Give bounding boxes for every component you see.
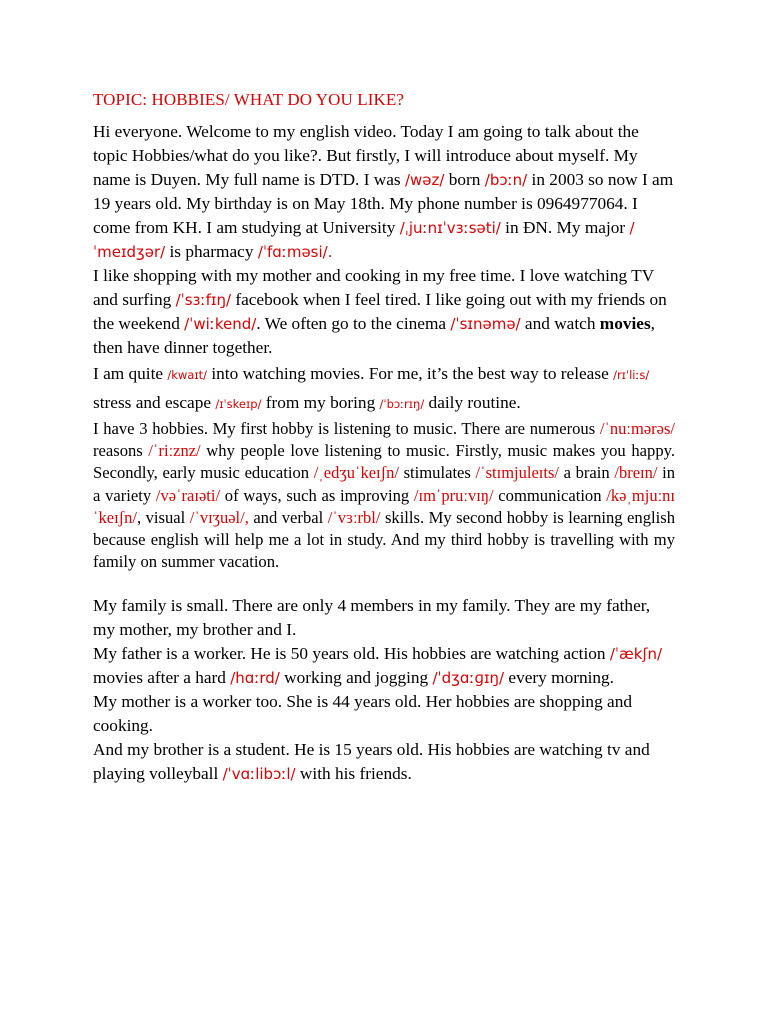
ipa-surfing: /ˈsɜːfɪŋ/ (175, 291, 231, 309)
hobbies-text-8: communication (493, 485, 607, 505)
family-text-1: My family is small. There are only 4 members in my family. They are my father, my mother, my brother and I. (93, 596, 651, 640)
ipa-quite: /kwaɪt/ (167, 368, 208, 382)
free-time-text-1: I like shopping with my mother and cooking in my free time. I love watching TV and surfing (93, 266, 654, 309)
movies-text-2: into watching movies. For me, it’s the best way to release (207, 364, 614, 383)
ipa-visual: /ˈvɪʒuəl/, (189, 507, 249, 527)
movies-paragraph (93, 360, 675, 418)
paragraph-spacer (93, 573, 675, 594)
father-text-2: movies after a hard (93, 668, 231, 688)
intro-paragraph (93, 120, 675, 264)
ipa-was: /wəz/ (404, 171, 445, 189)
ipa-hard: /hɑːrd/ (230, 669, 280, 688)
ipa-release: /rɪˈliːs/ (613, 368, 650, 382)
intro-text-2: born (444, 170, 485, 189)
movies-text-1: I am quite (93, 364, 168, 383)
intro-text-5: is pharmacy (165, 242, 258, 261)
movies-text-5: daily routine. (424, 393, 521, 412)
ipa-action: /ˈækʃn/ (609, 645, 663, 664)
ipa-major: /ˈmeɪdʒər/ (93, 219, 635, 261)
hobbies-text-1: I have 3 hobbies. My first hobby is listening to music. There are numerous (93, 419, 600, 438)
hobbies-text-9: , visual (136, 507, 190, 527)
ipa-variety: /vəˈraɪəti/ (155, 485, 221, 505)
hobbies-text-10: and verbal (248, 507, 328, 527)
ipa-escape: /ɪˈskeɪp/ (215, 397, 262, 411)
ipa-pharmacy: /ˈfɑːməsi/. (257, 243, 333, 261)
free-time-text-5: , then have dinner together. (93, 314, 655, 357)
ipa-brain: /breɪn/ (614, 463, 658, 483)
brother-text-1: And my brother is a student. He is 15 years old. His hobbies are watching tv and playing volleyball (93, 740, 650, 784)
father-text-1: My father is a worker. He is 50 years old. His hobbies are watching action (93, 644, 610, 664)
hobbies-text-11: skills. My second hobby is learning english because english will help me a lot in study. And my third hobby is travelling with my family on summer vacation. (93, 507, 675, 572)
ipa-education: /ˌedʒuˈkeɪʃn/ (313, 463, 399, 483)
intro-text-1: Hi everyone. Welcome to my english video. Today I am going to talk about the topic Hobbies/what do you like?. But firstly, I will introduce about myself. My name is Duyen. My full name is DTD. I was (93, 122, 639, 189)
ipa-jogging: /ˈdʒɑːɡɪŋ/ (432, 669, 505, 688)
hobbies-text-2: reasons (93, 441, 149, 461)
ipa-volleyball: /ˈvɑːlibɔːl/ (222, 765, 296, 784)
movies-bold-word: movies (599, 314, 651, 333)
ipa-boring: /ˈbɔːrɪŋ/ (379, 397, 425, 411)
hobbies-text-7: of ways, such as improving (220, 485, 414, 505)
ipa-numerous: /ˈnuːmərəs/ (599, 419, 675, 438)
ipa-cinema: /ˈsɪnəmə/ (450, 315, 521, 333)
ipa-improving: /ɪmˈpruːvɪŋ/ (413, 485, 494, 505)
ipa-communication: /kəˌmjuːnɪˈkeɪʃn/ (93, 485, 676, 527)
father-text-3: working and jogging (279, 668, 433, 688)
father-text-4: every morning. (504, 668, 615, 688)
family-paragraph (93, 594, 675, 642)
hobbies-text-5: a brain (558, 463, 615, 483)
movies-text-4: from my boring (261, 393, 380, 412)
document-page (93, 88, 675, 786)
free-time-text-3: . We often go to the cinema (256, 314, 451, 333)
ipa-weekend: /ˈwiːkend/ (184, 315, 257, 333)
hobbies-text-6: in a variety (93, 463, 675, 505)
mother-paragraph (93, 690, 675, 738)
document-title: TOPIC: HOBBIES/ WHAT DO YOU LIKE? (93, 90, 405, 109)
hobbies-text-4: stimulates (398, 463, 476, 483)
hobbies-text-3: why people love listening to music. Firstly, music makes you happy. Secondly, early music education (93, 441, 675, 483)
free-time-text-2: facebook when I feel tired. I like going out with my friends on the weekend (93, 290, 667, 333)
free-time-text-4: and watch (520, 314, 600, 333)
brother-text-2: with his friends. (295, 764, 412, 784)
intro-text-3: in 2003 so now I am 19 years old. My birthday is on May 18th. My phone number is 0964977064. I come from KH. I am studying at University (93, 170, 674, 237)
ipa-university: /ˌjuːnɪˈvɜːsəti/ (399, 219, 501, 237)
intro-text-4: in ĐN. My major (500, 218, 630, 237)
ipa-verbal: /ˈvɜːrbl/ (327, 507, 381, 527)
mother-text-1: My mother is a worker too. She is 44 years old. Her hobbies are shopping and cooking. (93, 692, 632, 736)
free-time-paragraph (93, 264, 675, 360)
father-paragraph (93, 642, 675, 690)
ipa-born: /bɔːn/ (484, 171, 528, 189)
ipa-reasons: /ˈriːznz/ (148, 441, 201, 461)
brother-paragraph (93, 738, 675, 786)
hobbies-paragraph (93, 418, 675, 573)
movies-text-3: stress and escape (93, 393, 216, 412)
ipa-stimulates: /ˈstɪmjuleɪts/ (475, 463, 559, 483)
